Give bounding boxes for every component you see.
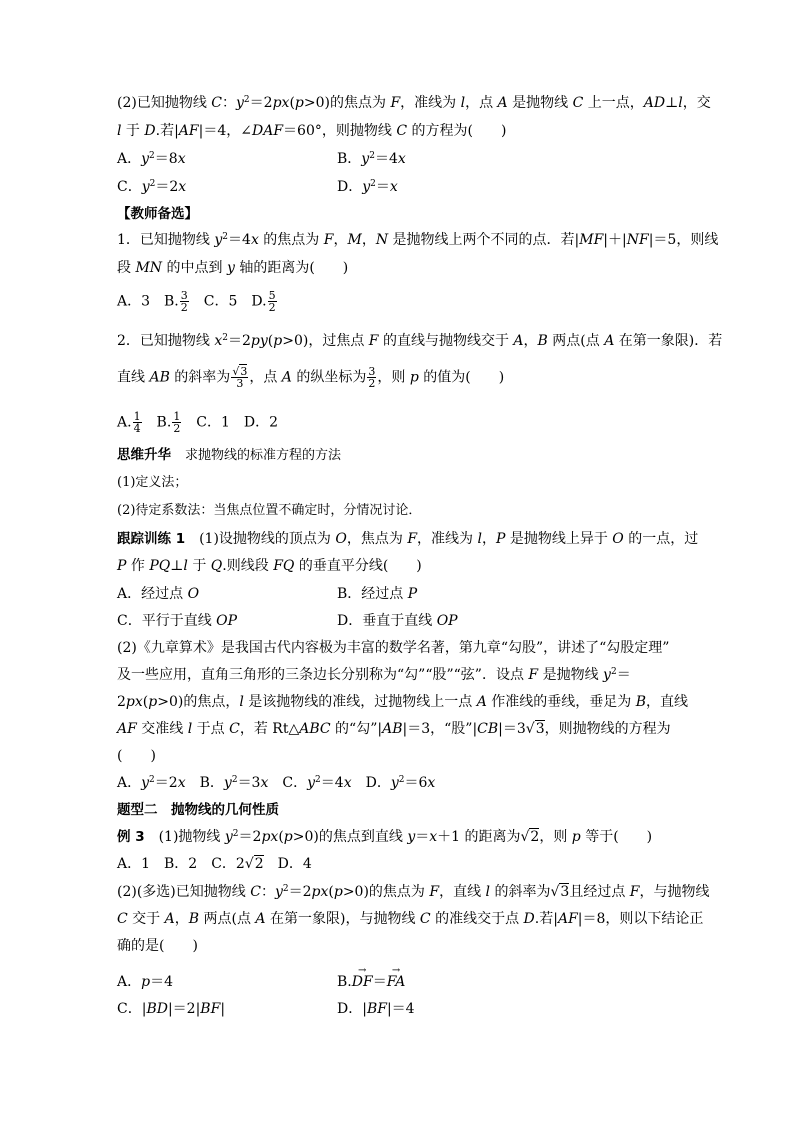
q2-stem-line2: l 于 D.若|AF|＝4，∠DAF＝60°，则抛物线 C 的方程为( ) [117,123,507,139]
q2-option-b: B．$y^2=4x$ [337,151,406,167]
example3-q2-option-a: A．p＝4 [117,974,174,990]
teacher-heading: 【教师备选】 [117,206,198,222]
example3-q1-line1: 例 3 (1)抛物线 $y^2=2px(p>0)$的焦点到直线 y＝x＋1 的距离为√2，则 p 等于( ) [117,829,653,845]
training-q1-line1: 跟踪训练 1 (1)设抛物线的顶点为 O，焦点为 F，准线为 l，P 是抛物线上异于 O 的一点，过 [117,531,699,547]
example3-q2-option-c: C．|BD|＝2|BF| [117,1001,226,1017]
training-q2-line3: 2px(p>0)的焦点，l 是该抛物线的准线，过抛物线上一点 A 作准线的垂线，垂足为 B，直线 [117,694,689,710]
training-title: 跟踪训练 1 [117,531,186,547]
example3-q2-line3: 确的是( ) [117,938,198,954]
teacher-p2-options: A. $\frac{1}{4}$ B. $\frac{1}{2}$ C．1 D．2 [117,410,279,435]
training-q2-options: A．$y^2=2x$ B．$y^2=3x$ C．$y^2=4x$ D．$y^2=6x$ [117,775,436,791]
summary-item1: (1)定义法； [117,475,188,490]
teacher-p2-line1: 2．已知抛物线 $x^2=2py(p>0)$，过焦点 F 的直线与抛物线交于 A，B 两点(点 A 在第一象限)．若 [117,333,723,349]
training-q1-option-c: C．平行于直线 OP [117,613,238,629]
training-q1-line2: P 作 PQ⊥l 于 Q.则线段 FQ 的垂直平分线( ) [117,558,422,574]
teacher-p1-line2: 段 MN 的中点到 y 轴的距离为( ) [117,260,349,276]
summary-title: 思维升华 [117,447,171,463]
training-q1-option-a: A．经过点 O [117,586,200,602]
q2-option-d: D．$y^2=x$ [337,179,398,195]
q2-option-a: A．$y^2=8x$ [117,151,186,167]
teacher-p1-line1: 1．已知抛物线 $y^2=4x$ 的焦点为 F，M，N 是抛物线上两个不同的点．若|MF|＋|NF|＝5，则线 [117,232,719,248]
type2-heading: 题型二 抛物线的几何性质 [117,802,279,818]
example3-q1-options: A．1 B．2 C．2√2 D．4 [117,856,312,872]
summary-subtitle: 求抛物线的标准方程的方法 [185,448,342,463]
example3-q2-line2: C 交于 A，B 两点(点 A 在第一象限)，与抛物线 C 的准线交于点 D.若|AF|＝8，则以下结论正 [117,911,704,927]
summary-heading [117,445,341,466]
teacher-p2-line2: 直线 AB 的斜率为 $\frac{√3}{3}$ ，点 A 的纵坐标为 $\frac{3}{2}$ ，则 p 的值为( ) [117,365,505,390]
example3-label: 例 3 [117,829,145,845]
training-q2-line1: (2)《九章算术》是我国古代内容极为丰富的数学名著，第九章“勾股”，讲述了“勾股定理” [117,640,670,656]
q2-option-c: C．$y^2=2x$ [117,179,187,195]
teacher-p1-options: A．3 B. $\frac{3}{2}$ C．5 D. $\frac{5}{2}$ [117,289,276,314]
training-q2-line2: 及一些应用，直角三角形的三条边长分别称为“勾”“股”“弦”．设点 F 是抛物线 $y^2=$ [117,667,631,683]
training-q1-option-d: D．垂直于直线 OP [337,613,458,629]
example3-q2-option-b: B.→ DF＝→ FA [337,972,405,992]
example3-q2-line1: (2)(多选)已知抛物线 C：$y^2=2px(p>0)$的焦点为 F，直线 l 的斜率为√3且经过点 F，与抛物线 [117,884,710,900]
example3-q2-option-d: D．|BF|＝4 [337,1001,415,1017]
training-q1-option-b: B．经过点 P [337,586,418,602]
summary-item2: (2)待定系数法：当焦点位置不确定时，分情况讨论． [117,503,422,518]
training-q2-line5: ( ) [117,748,156,764]
q2-stem-line1: (2)已知抛物线 C：$y^2=2px(p>0)$的焦点为 F，准线为 l，点 A 是抛物线 C 上一点，AD⊥l，交 [117,95,711,111]
training-q2-line4: AF 交准线 l 于点 C，若 Rt△ABC 的“勾”|AB|＝3，“股”|CB|＝3√3，则抛物线的方程为 [117,721,671,737]
